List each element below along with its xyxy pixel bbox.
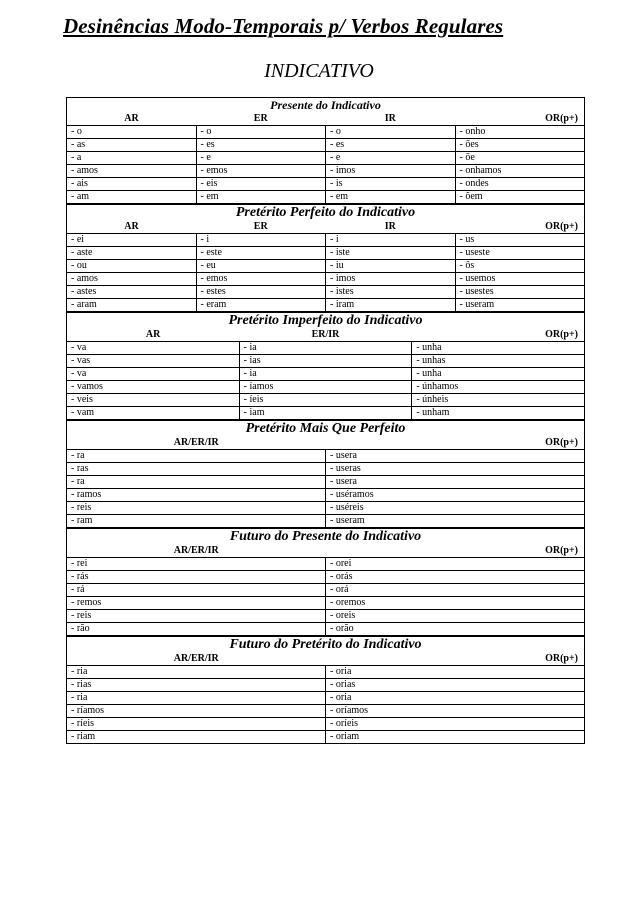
ending-cell: - orás (326, 571, 585, 584)
table-row (67, 692, 585, 705)
table-row (67, 381, 585, 394)
ending-cell: - unha (412, 368, 585, 381)
ending-cell: - rei (67, 558, 326, 571)
ending-cell: - unhas (412, 355, 585, 368)
ending-cell: - vam (67, 407, 240, 420)
ending-cell: - oríamos (326, 705, 585, 718)
ending-cell: - rias (67, 679, 326, 692)
table-row (67, 126, 585, 139)
ending-cell: - eis (196, 178, 326, 191)
ending-cell: - useram (326, 515, 585, 528)
table-row (67, 450, 585, 463)
table-row (67, 718, 585, 731)
column-header: IR (326, 221, 456, 234)
ending-cell: - usestes (455, 286, 585, 299)
ending-cell: - únheis (412, 394, 585, 407)
ending-cell: - emos (196, 165, 326, 178)
conjugation-tables (66, 97, 585, 744)
ending-cell: - reis (67, 610, 326, 623)
table-row (67, 139, 585, 152)
ending-cell: - e (326, 152, 456, 165)
ending-cell: - va (67, 342, 240, 355)
ending-cell: - ondes (455, 178, 585, 191)
ending-cell: - emos (196, 273, 326, 286)
ending-cell: - eram (196, 299, 326, 312)
ending-cell: - oria (326, 692, 585, 705)
ending-cell: - vamos (67, 381, 240, 394)
column-header: AR (67, 113, 197, 126)
ending-cell: - íamos (239, 381, 412, 394)
table-row (67, 679, 585, 692)
column-header: AR/ER/IR (67, 437, 326, 450)
ending-cell: - estes (196, 286, 326, 299)
table-row (67, 178, 585, 191)
ending-cell: - vas (67, 355, 240, 368)
tense-section (66, 420, 585, 528)
column-header: ER (196, 113, 326, 126)
tense-table (66, 420, 585, 528)
table-row (67, 368, 585, 381)
ending-cell: - rá (67, 584, 326, 597)
ending-cell: - ais (67, 178, 197, 191)
ending-cell: - ramos (67, 489, 326, 502)
ending-cell: - i (196, 234, 326, 247)
tense-section (66, 636, 585, 744)
ending-cell: - remos (67, 597, 326, 610)
column-header: OR(p+) (455, 221, 585, 234)
table-row (67, 597, 585, 610)
ending-cell: - õem (455, 191, 585, 204)
ending-cell: - ria (67, 666, 326, 679)
ending-cell: - ia (239, 342, 412, 355)
table-row (67, 731, 585, 744)
ending-cell: - iram (326, 299, 456, 312)
table-row (67, 515, 585, 528)
ending-cell: - ei (67, 234, 197, 247)
ending-cell: - oriam (326, 731, 585, 744)
ending-cell: - is (326, 178, 456, 191)
ending-cell: - istes (326, 286, 456, 299)
ending-cell: - usera (326, 450, 585, 463)
ending-cell: - únhamos (412, 381, 585, 394)
ending-cell: - o (196, 126, 326, 139)
tense-caption: Pretérito Mais Que Perfeito (67, 421, 585, 438)
ending-cell: - ram (67, 515, 326, 528)
table-row (67, 666, 585, 679)
table-row (67, 260, 585, 273)
ending-cell: - íeis (239, 394, 412, 407)
table-row (67, 234, 585, 247)
ending-cell: - orá (326, 584, 585, 597)
table-row (67, 502, 585, 515)
table-row (67, 273, 585, 286)
ending-cell: - e (196, 152, 326, 165)
ending-cell: - uséramos (326, 489, 585, 502)
ending-cell: - ríamos (67, 705, 326, 718)
document-title: Desinências Modo-Temporais p/ Verbos Regulares (63, 14, 504, 38)
table-row (67, 584, 585, 597)
ending-cell: - ra (67, 476, 326, 489)
column-header: OR(p+) (455, 113, 585, 126)
ending-cell: - iam (239, 407, 412, 420)
ending-cell: - em (326, 191, 456, 204)
ending-cell: - õe (455, 152, 585, 165)
ending-cell: - orei (326, 558, 585, 571)
ending-cell: - ia (239, 368, 412, 381)
ending-cell: - iu (326, 260, 456, 273)
ending-cell: - oria (326, 666, 585, 679)
ending-cell: - onho (455, 126, 585, 139)
column-header: AR/ER/IR (67, 653, 326, 666)
ending-cell: - reis (67, 502, 326, 515)
ending-cell: - ria (67, 692, 326, 705)
table-row (67, 191, 585, 204)
ending-cell: - orão (326, 623, 585, 636)
table-row (67, 463, 585, 476)
ending-cell: - ra (67, 450, 326, 463)
ending-cell: - useras (326, 463, 585, 476)
column-header: OR(p+) (412, 329, 585, 342)
ending-cell: - o (67, 126, 197, 139)
ending-cell: - i (326, 234, 456, 247)
ending-cell: - a (67, 152, 197, 165)
table-row (67, 247, 585, 260)
table-row (67, 476, 585, 489)
ending-cell: - riam (67, 731, 326, 744)
column-header: IR (326, 113, 456, 126)
table-row (67, 355, 585, 368)
tense-section (66, 204, 585, 312)
ending-cell: - oreis (326, 610, 585, 623)
table-row (67, 489, 585, 502)
tense-caption: Pretérito Imperfeito do Indicativo (67, 313, 585, 330)
ending-cell: - unha (412, 342, 585, 355)
table-row (67, 152, 585, 165)
ending-cell: - es (326, 139, 456, 152)
ending-cell: - aste (67, 247, 197, 260)
ending-cell: - o (326, 126, 456, 139)
tense-section (66, 528, 585, 636)
ending-cell: - imos (326, 273, 456, 286)
ending-cell: - usemos (455, 273, 585, 286)
ending-cell: - veis (67, 394, 240, 407)
ending-cell: - oríeis (326, 718, 585, 731)
ending-cell: - imos (326, 165, 456, 178)
table-row (67, 407, 585, 420)
ending-cell: - este (196, 247, 326, 260)
tense-section (66, 312, 585, 420)
ending-cell: - rás (67, 571, 326, 584)
ending-cell: - astes (67, 286, 197, 299)
column-header: ER (196, 221, 326, 234)
column-header: AR (67, 221, 197, 234)
ending-cell: - as (67, 139, 197, 152)
ending-cell: - uséreis (326, 502, 585, 515)
tense-table (66, 312, 585, 420)
ending-cell: - usera (326, 476, 585, 489)
mode-heading: INDICATIVO (264, 60, 374, 82)
ending-cell: - ias (239, 355, 412, 368)
column-header: AR (67, 329, 240, 342)
ending-cell: - am (67, 191, 197, 204)
ending-cell: - amos (67, 165, 197, 178)
table-row (67, 165, 585, 178)
ending-cell: - useste (455, 247, 585, 260)
column-header: ER/IR (239, 329, 412, 342)
ending-cell: - ou (67, 260, 197, 273)
ending-cell: - eu (196, 260, 326, 273)
tense-table (66, 97, 585, 204)
ending-cell: - ras (67, 463, 326, 476)
table-row (67, 299, 585, 312)
ending-cell: - unham (412, 407, 585, 420)
ending-cell: - rão (67, 623, 326, 636)
ending-cell: - es (196, 139, 326, 152)
ending-cell: - va (67, 368, 240, 381)
ending-cell: - us (455, 234, 585, 247)
column-header: OR(p+) (326, 653, 585, 666)
ending-cell: - iste (326, 247, 456, 260)
ending-cell: - orias (326, 679, 585, 692)
table-row (67, 286, 585, 299)
tense-caption: Futuro do Pretérito do Indicativo (67, 637, 585, 654)
tense-caption: Pretérito Perfeito do Indicativo (67, 205, 585, 222)
table-row (67, 342, 585, 355)
tense-section (66, 97, 585, 204)
ending-cell: - useram (455, 299, 585, 312)
ending-cell: - ões (455, 139, 585, 152)
ending-cell: - ôs (455, 260, 585, 273)
table-row (67, 558, 585, 571)
tense-table (66, 528, 585, 636)
table-row (67, 705, 585, 718)
ending-cell: - aram (67, 299, 197, 312)
tense-caption: Futuro do Presente do Indicativo (67, 529, 585, 546)
ending-cell: - oremos (326, 597, 585, 610)
table-row (67, 394, 585, 407)
tense-table (66, 636, 585, 744)
ending-cell: - amos (67, 273, 197, 286)
table-row (67, 571, 585, 584)
table-row (67, 623, 585, 636)
tense-caption: Presente do Indicativo (67, 98, 585, 114)
table-row (67, 610, 585, 623)
column-header: OR(p+) (326, 437, 585, 450)
column-header: AR/ER/IR (67, 545, 326, 558)
ending-cell: - ríeis (67, 718, 326, 731)
tense-table (66, 204, 585, 312)
column-header: OR(p+) (326, 545, 585, 558)
ending-cell: - em (196, 191, 326, 204)
ending-cell: - onhamos (455, 165, 585, 178)
